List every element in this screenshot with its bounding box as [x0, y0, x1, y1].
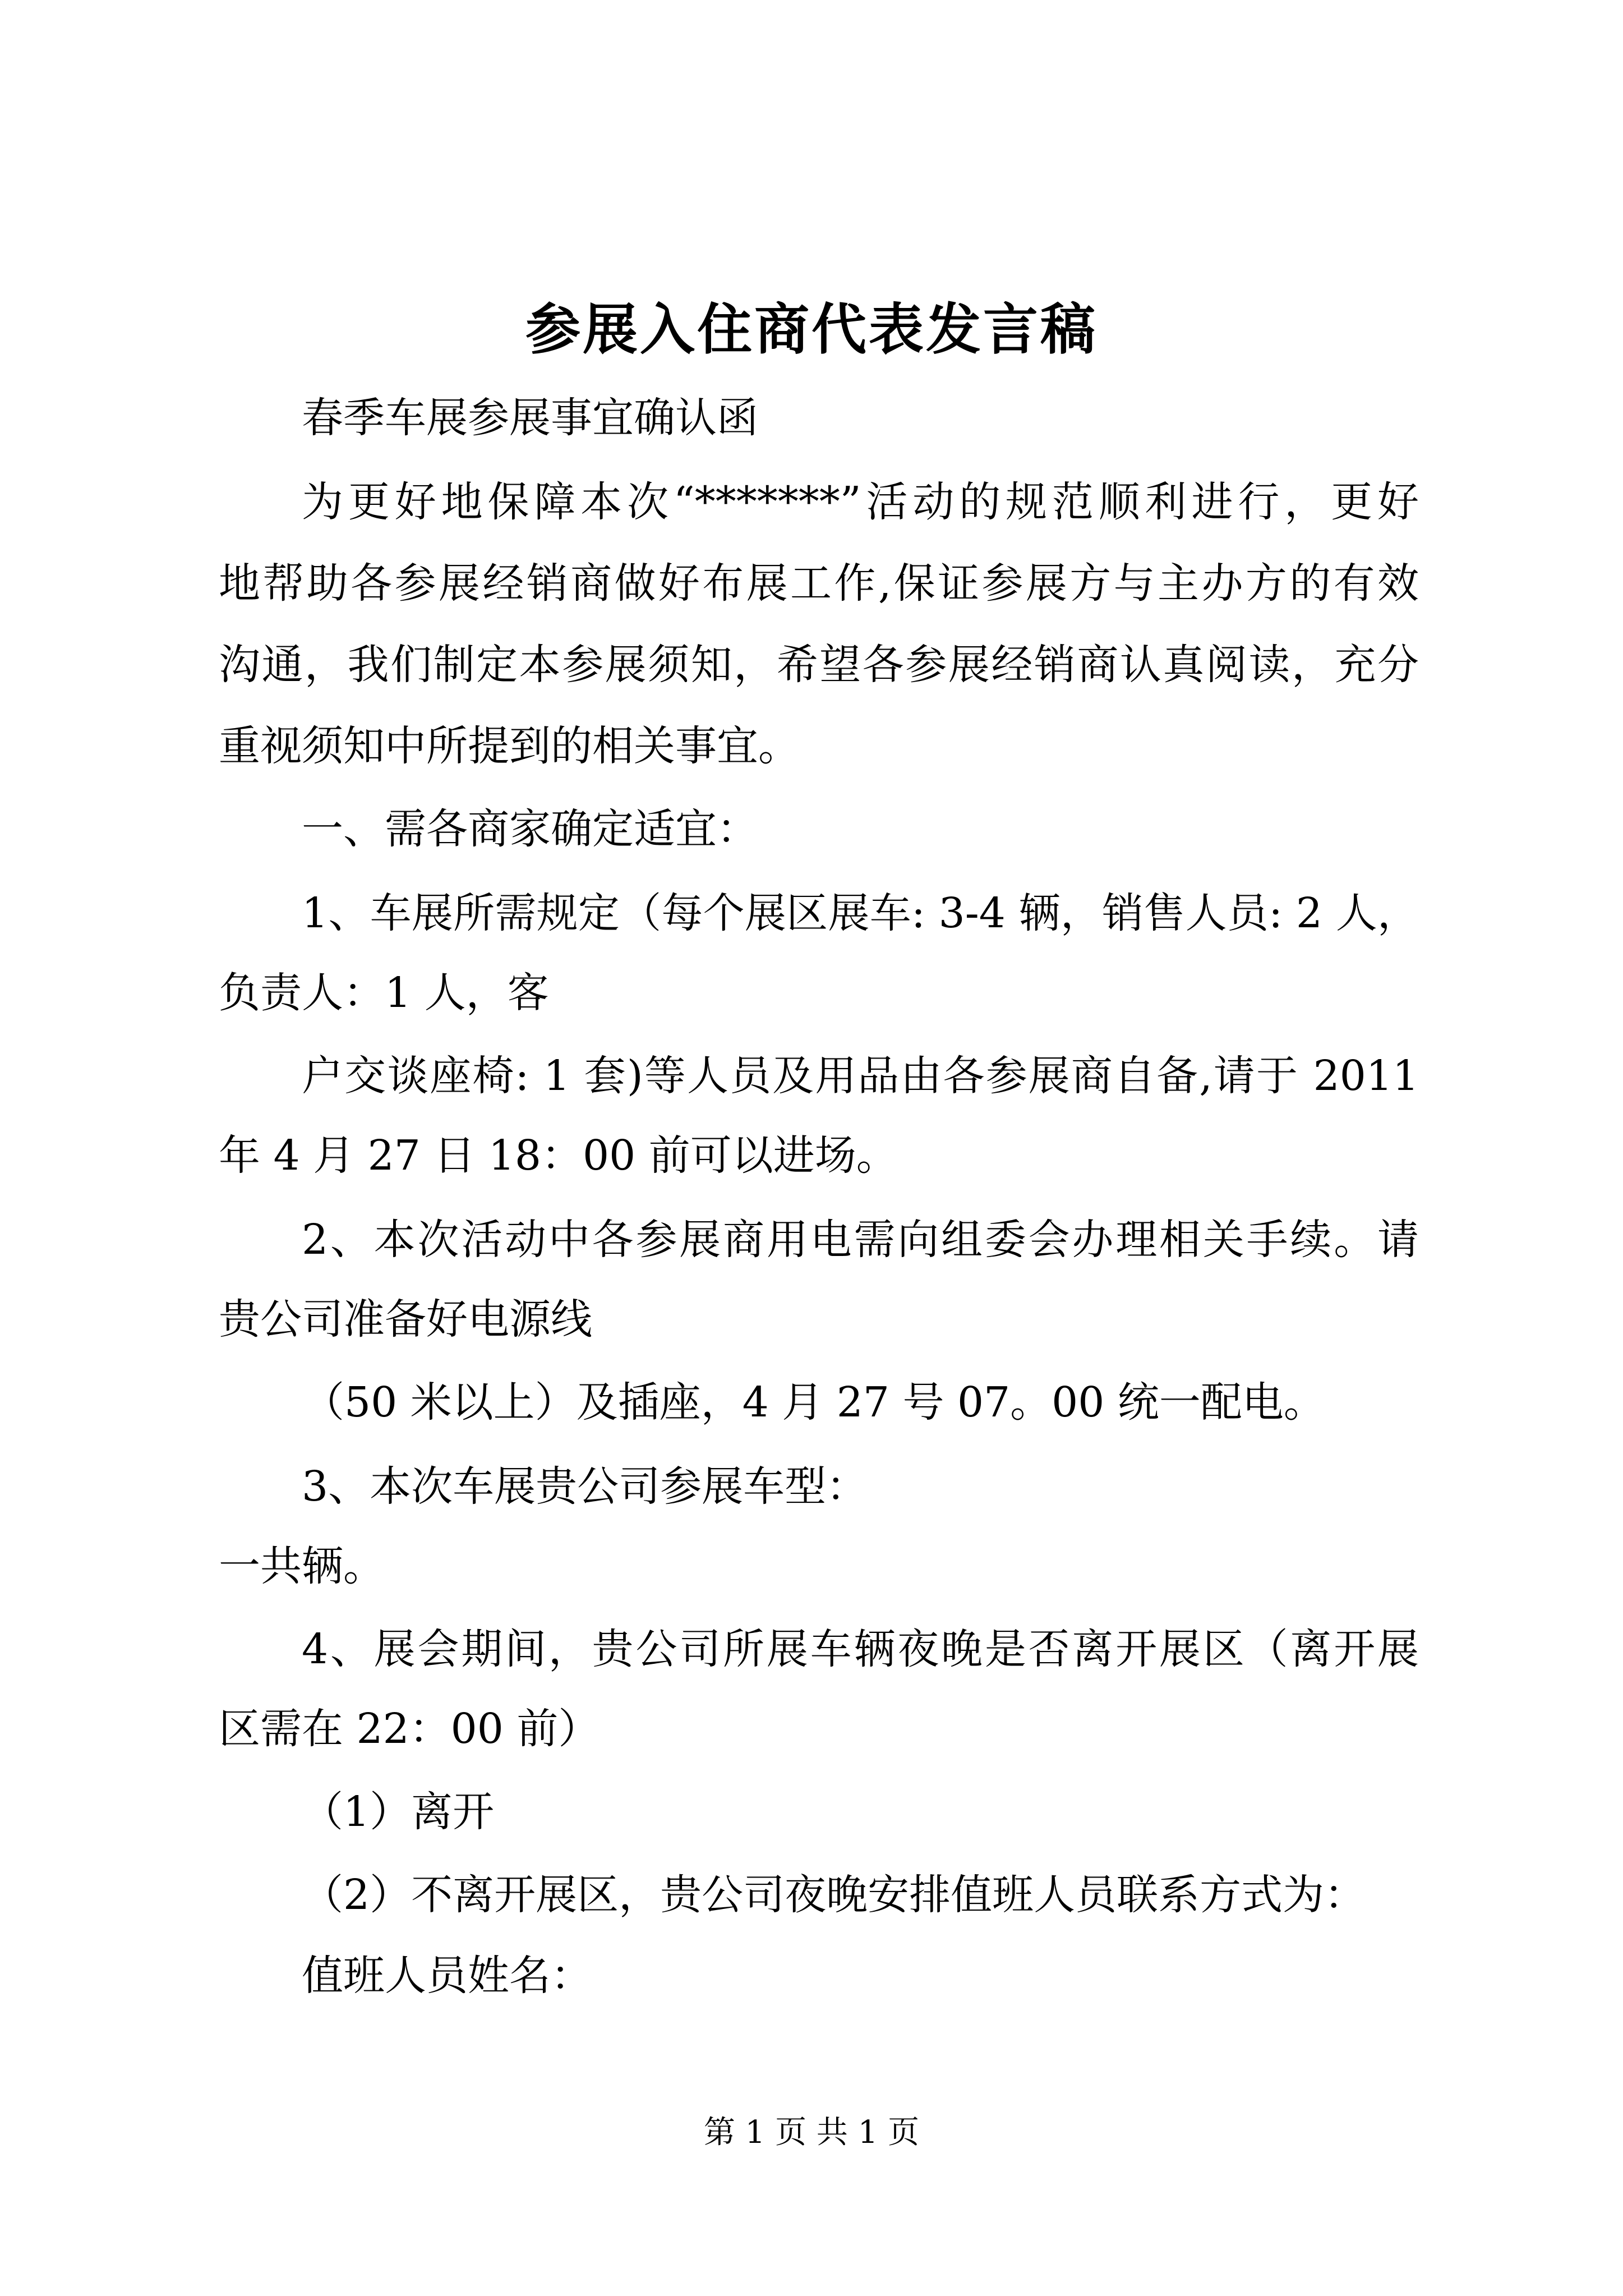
body-line: 值班人员姓名： [302, 1952, 592, 2000]
option-line: （2）不离开展区，贵公司夜晚安排值班人员联系方式为： [302, 1871, 1366, 1919]
body-line: （50 米以上）及插座，4 月 27 号 07。00 统一配电。 [303, 1378, 1325, 1427]
option-line: （1）离开 [302, 1788, 495, 1836]
body-line: 4、展会期间，贵公司所展车辆夜晚是否离开展区（离开展 [302, 1625, 1419, 1673]
document-title: 参展入住商代表发言稿 [525, 297, 1098, 362]
body-line: 贵公司准备好电源线 [219, 1295, 592, 1343]
body-line: 区需在 22：00 前） [219, 1705, 600, 1753]
body-line: 年 4 月 27 日 18：00 前可以进场。 [219, 1131, 898, 1180]
body-line: 重视须知中所提到的相关事宜。 [219, 722, 800, 770]
body-line: 户交谈座椅: 1 套)等人员及用品由各参展商自备,请于 2011 [302, 1052, 1419, 1100]
body-line: 3、本次车展贵公司参展车型： [302, 1462, 868, 1511]
subtitle-line: 春季车展参展事宜确认函 [302, 394, 758, 442]
section-heading: 一、需各商家确定适宜： [302, 805, 758, 853]
body-line: 2、本次活动中各参展商用电需向组委会办理相关手续。请 [302, 1216, 1419, 1264]
body-line: 沟通，我们制定本参展须知，希望各参展经销商认真阅读，充分 [219, 641, 1419, 689]
body-line: 1、车展所需规定（每个展区展车: 3-4 辆，销售人员: 2 人， [302, 889, 1419, 937]
body-line: 为更好地保障本次“*******”活动的规范顺利进行，更好 [302, 478, 1419, 526]
page-indicator: 第 1 页 共 1 页 [703, 2114, 920, 2151]
body-line: 地帮助各参展经销商做好布展工作,保证参展方与主办方的有效 [219, 559, 1419, 608]
body-line: 负责人：1 人，客 [219, 969, 549, 1017]
body-line: 一共辆。 [219, 1542, 385, 1590]
